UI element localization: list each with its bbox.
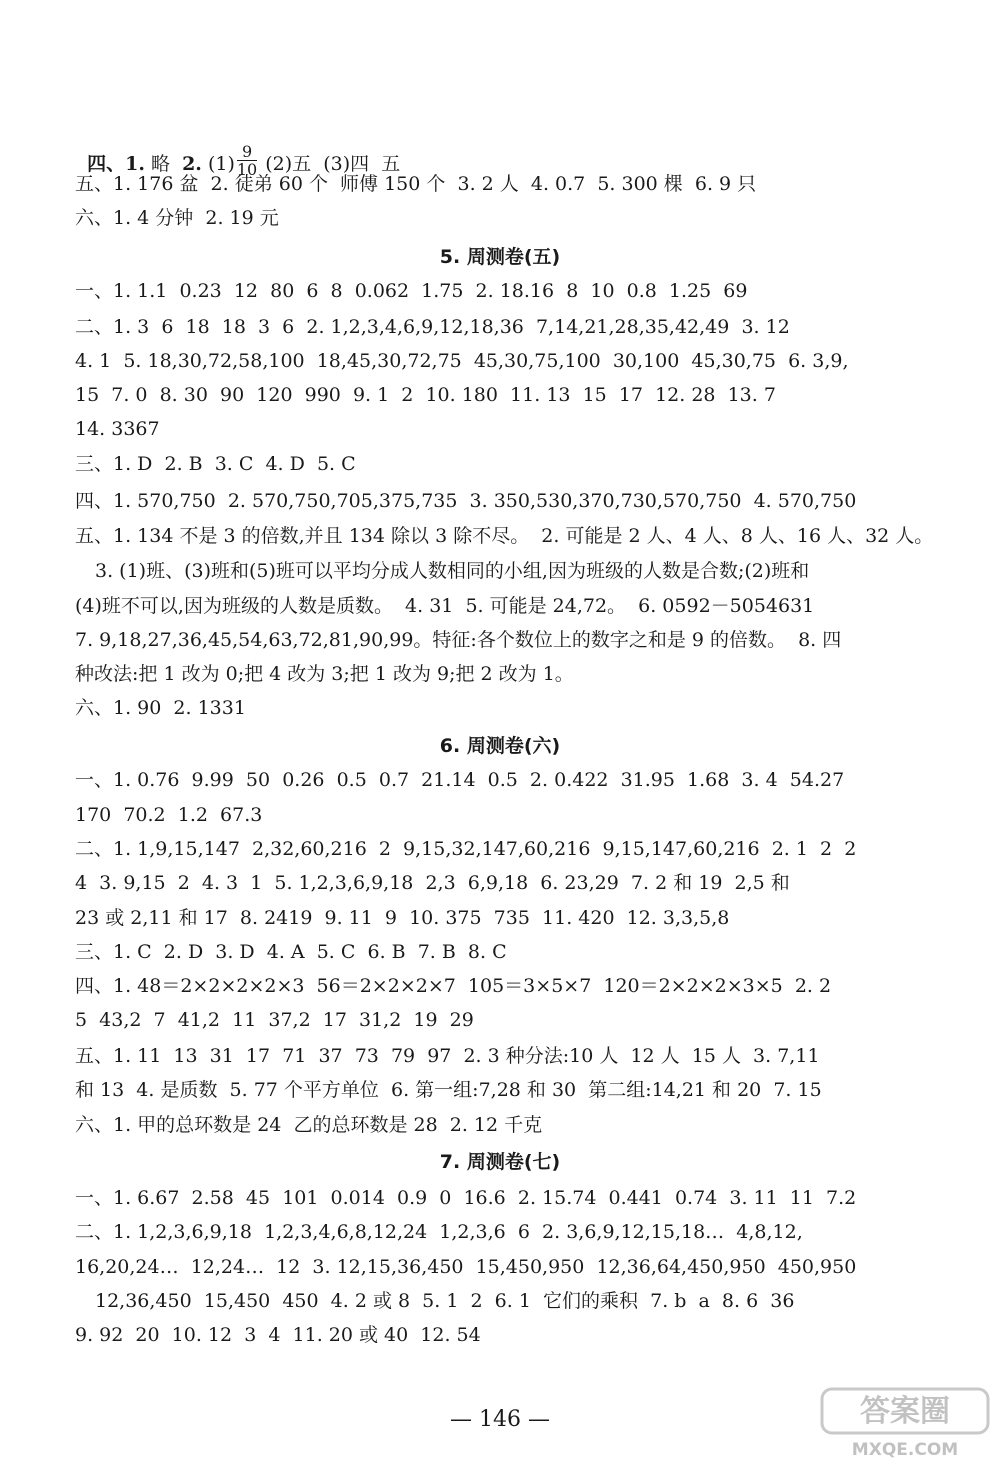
answer-line-top-q6: 六、1. 4 分钟 2. 19 元 [75, 207, 279, 229]
answer-line: 二、1. 1,9,15,147 2,32,60,216 2 9,15,32,147,60,216 9,15,147,60,216 2. 1 2 2 [75, 838, 857, 860]
answer-line: 五、1. 134 不是 3 的倍数,并且 134 除以 3 除不尽。 2. 可能是 2 人、4 人、8 人、16 人、32 人。 [75, 525, 934, 547]
answer-line: 12,36,450 15,450 450 4. 2 或 8 5. 1 2 6. 1 它们的乘积 7. b a 8. 6 36 [95, 1290, 795, 1312]
answer-line: 六、1. 90 2. 1331 [75, 697, 246, 719]
answer-line: 7. 9,18,27,36,45,54,63,72,81,90,99。特征:各个数位上的数字之和是 9 的倍数。 8. 四 [75, 629, 842, 651]
fraction-nine-tenths: $\frac{9}{10}$ [236, 141, 258, 179]
answer-line: 15 7. 0 8. 30 90 120 990 9. 1 2 10. 180 11. 13 15 17 12. 28 13. 7 [75, 384, 776, 406]
answer-line: 170 70.2 1.2 67.3 [75, 804, 263, 826]
section-title-5: 5. 周测卷(五) [439, 246, 561, 268]
page-number: — 146 — [450, 1407, 550, 1432]
watermark-text-url: MXQE.COM [851, 1440, 959, 1460]
answer-line: 4. 1 5. 18,30,72,58,100 18,45,30,72,75 45,30,75,100 30,100 45,30,75 6. 3,9, [75, 350, 849, 372]
answer-line-top-q5: 五、1. 176 盆 2. 徒弟 60 个 师傅 150 个 3. 2 人 4. 0.7 5. 300 棵 6. 9 只 [75, 173, 757, 195]
answer-line: 五、1. 11 13 31 17 71 37 73 79 97 2. 3 种分法:10 人 12 人 15 人 3. 7,11 [75, 1045, 820, 1067]
answer-line: 一、1. 1.1 0.23 12 80 6 8 0.062 1.75 2. 18.16 8 10 0.8 1.25 69 [75, 280, 748, 302]
answer-line: 种改法:把 1 改为 0;把 4 改为 3;把 1 改为 9;把 2 改为 1。 [75, 663, 574, 685]
answer-line: 三、1. D 2. B 3. C 4. D 5. C [75, 453, 356, 475]
answer-line: 9. 92 20 10. 12 3 4 11. 20 或 40 12. 54 [75, 1324, 481, 1346]
answer-line: 3. (1)班、(3)班和(5)班可以平均分成人数相同的小组,因为班级的人数是合数;(2)班和 [95, 560, 810, 582]
answer-line: 一、1. 0.76 9.99 50 0.26 0.5 0.7 21.14 0.5 2. 0.422 31.95 1.68 3. 4 54.27 [75, 769, 845, 791]
answer-line: 三、1. C 2. D 3. D 4. A 5. C 6. B 7. B 8. C [75, 941, 507, 963]
section-title-6: 6. 周测卷(六) [439, 735, 561, 757]
answer-line: 23 或 2,11 和 17 8. 2419 9. 11 9 10. 375 735 11. 420 12. 3,3,5,8 [75, 907, 730, 929]
answer-line: 4 3. 9,15 2 4. 3 1 5. 1,2,3,6,9,18 2,3 6,9,18 6. 23,29 7. 2 和 19 2,5 和 [75, 872, 790, 894]
answer-line: 四、1. 570,750 2. 570,750,705,375,735 3. 350,530,370,730,570,750 4. 570,750 [75, 490, 857, 512]
answer-line: (4)班不可以,因为班级的人数是质数。 4. 31 5. 可能是 24,72。 6. 0592－5054631 [75, 595, 815, 617]
watermark-text-cn: 答案圈 [860, 1394, 950, 1429]
answer-line: 一、1. 6.67 2.58 45 101 0.014 0.9 0 16.6 2. 15.74 0.441 0.74 3. 11 11 7.2 [75, 1187, 857, 1209]
answer-line: 和 13 4. 是质数 5. 77 个平方单位 6. 第一组:7,28 和 30 第二组:14,21 和 20 7. 15 [75, 1079, 822, 1101]
answer-line: 二、1. 1,2,3,6,9,18 1,2,3,4,6,8,12,24 1,2,3,6 6 2. 3,6,9,12,15,18… 4,8,12, [75, 1221, 803, 1243]
answer-line: 四、1. 48＝2×2×2×2×3 56＝2×2×2×7 105＝3×5×7 120＝2×2×2×3×5 2. 2 [75, 975, 832, 997]
answer-line: 14. 3367 [75, 418, 160, 440]
answer-line: 六、1. 甲的总环数是 24 乙的总环数是 28 2. 12 千克 [75, 1114, 543, 1136]
section-title-7: 7. 周测卷(七) [439, 1151, 561, 1173]
answer-line: 16,20,24… 12,24… 12 3. 12,15,36,450 15,450,950 12,36,64,450,950 450,950 [75, 1256, 857, 1278]
answer-line: 5 43,2 7 41,2 11 37,2 17 31,2 19 29 [75, 1009, 474, 1031]
watermark-logo [820, 1385, 990, 1460]
answer-line: 二、1. 3 6 18 18 3 6 2. 1,2,3,4,6,9,12,18,36 7,14,21,28,35,42,49 3. 12 [75, 316, 790, 338]
answer-line-top-q4: 四、1. 略 2. (1) $\frac{9}{10}$ (2)五 (3)四 五 [87, 141, 401, 179]
